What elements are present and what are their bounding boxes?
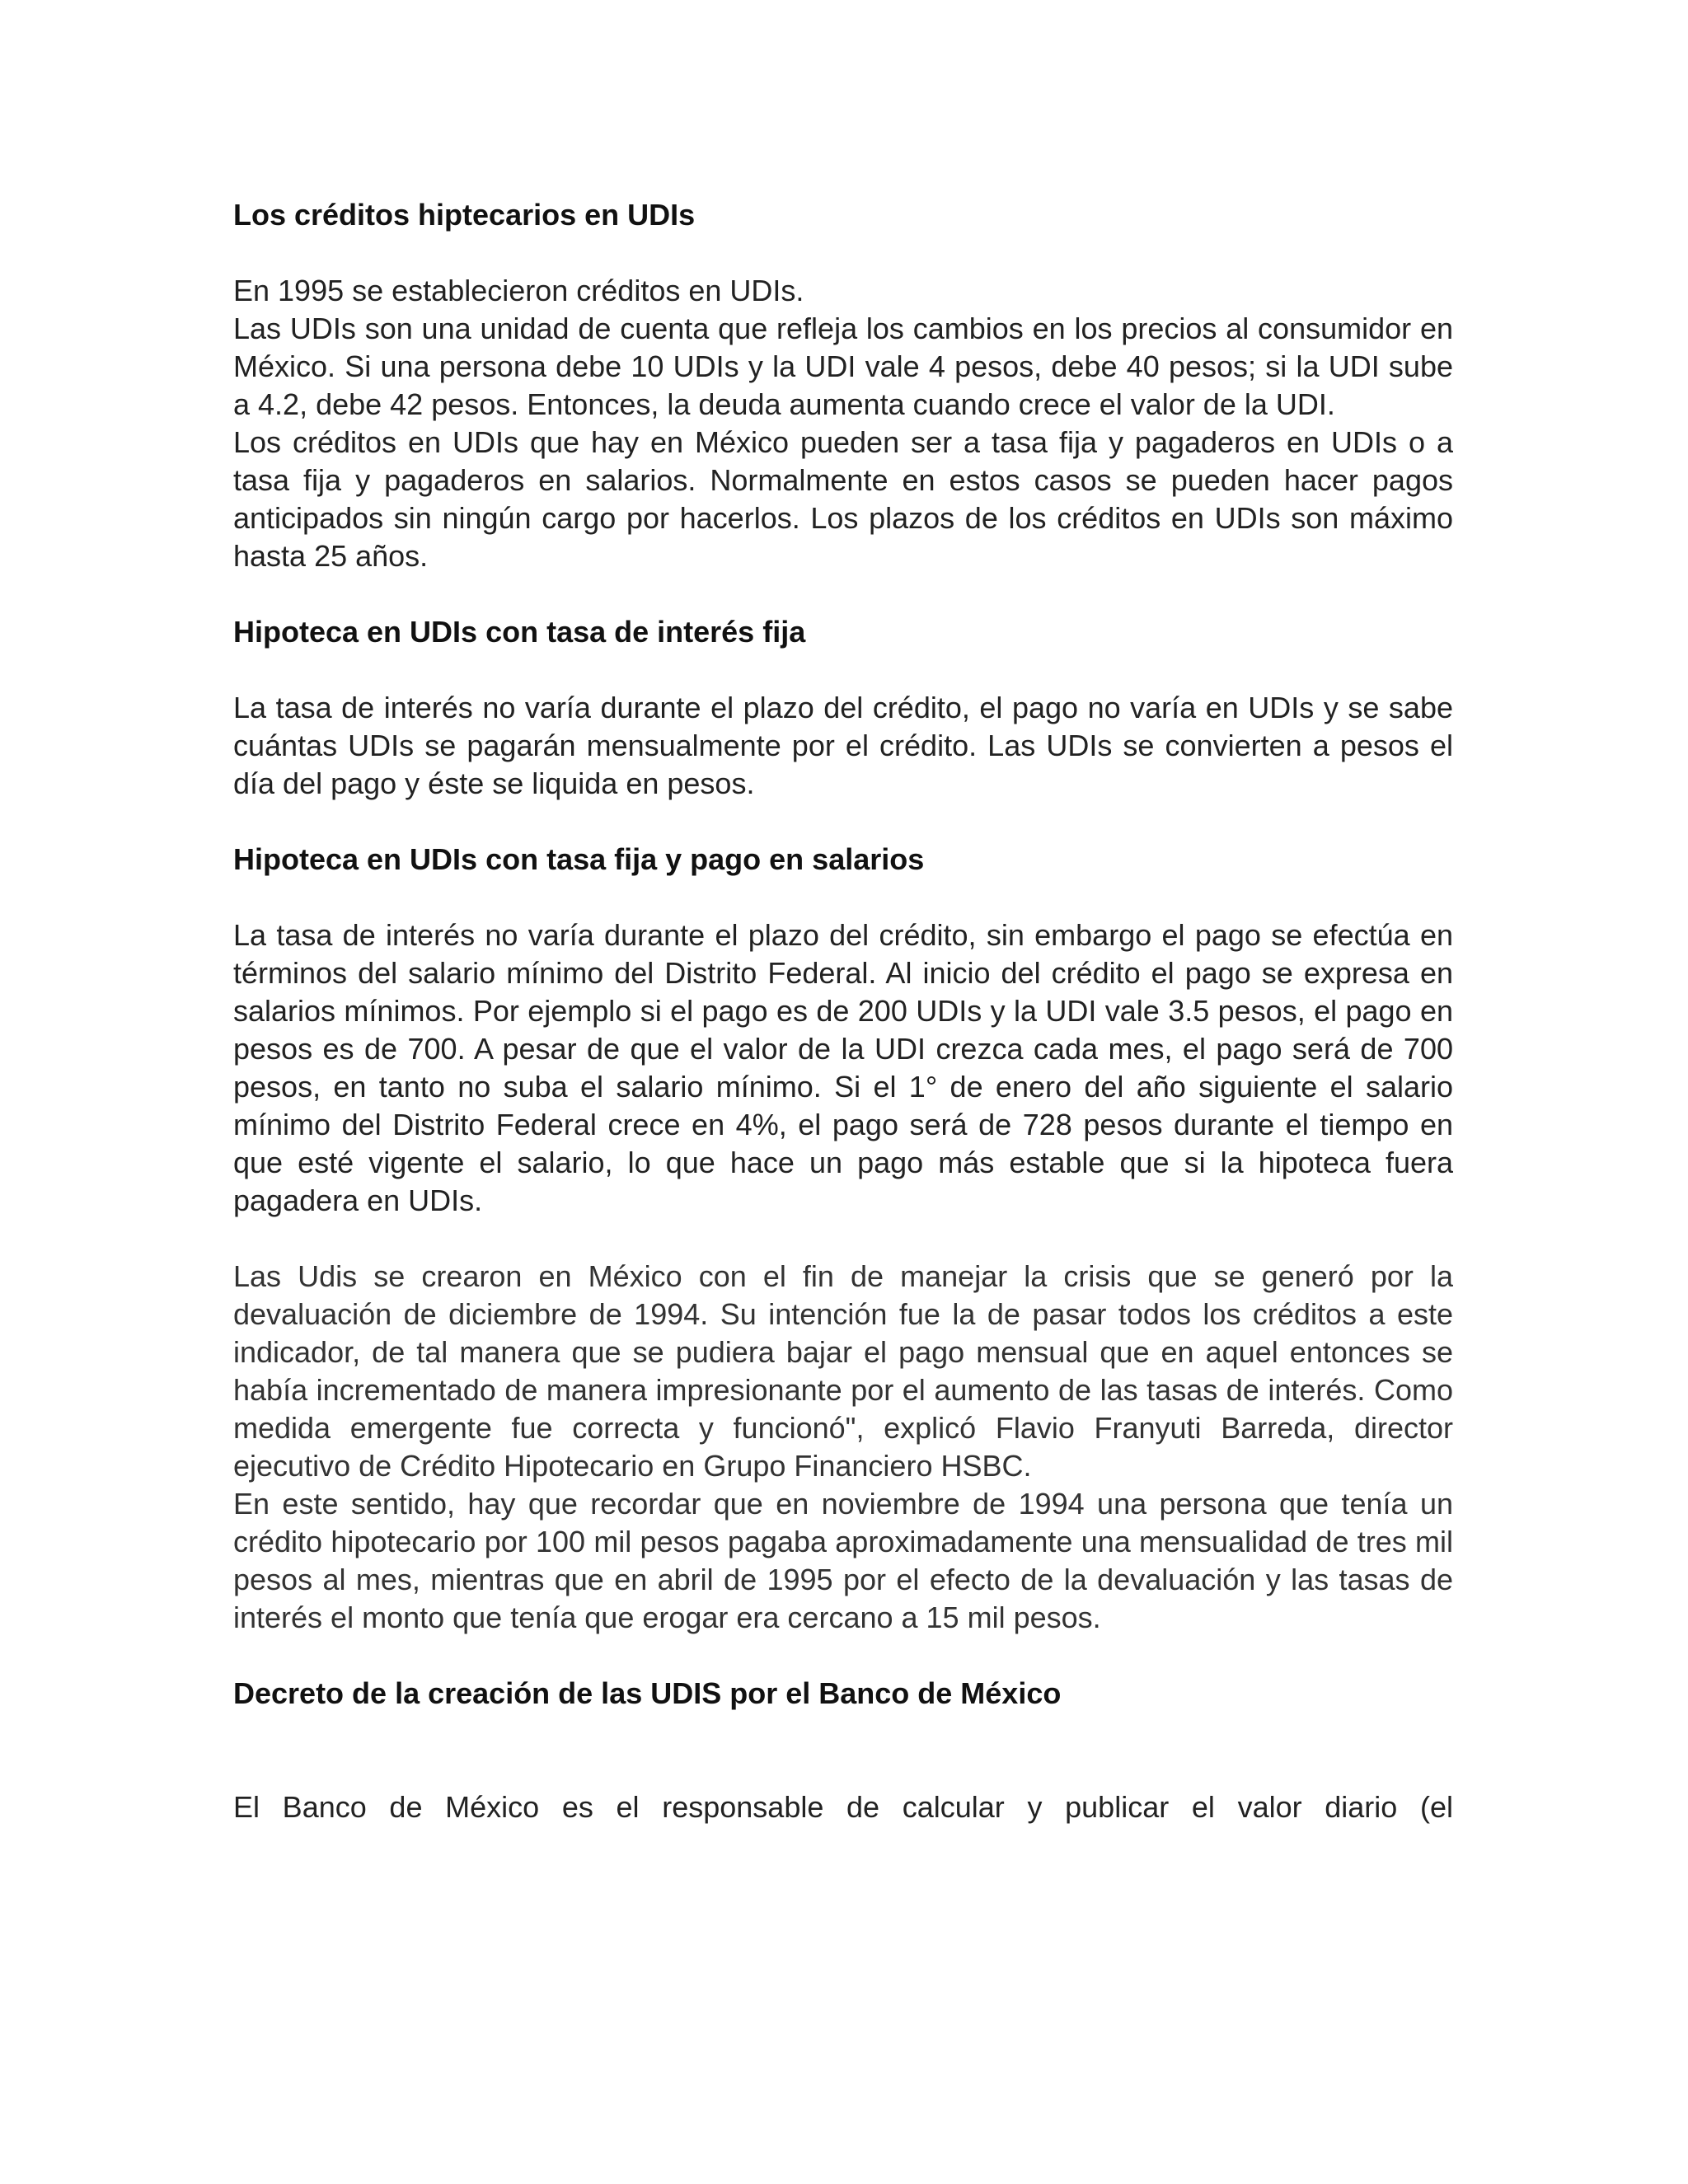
- paragraph-banco-mexico: El Banco de México es el responsable de calcular y publicar el valor diario (el: [233, 1790, 1453, 1824]
- paragraph-udis-credit-types: Los créditos en UDIs que hay en México pueden ser a tasa fija y pagaderos en UDIs o a tasa fija y pagaderos en salarios. Normalmente en estos casos se pueden hacer pagos anticipados sin ningún cargo por hacerlos. Los plazos de los créditos en UDIs son máximo hasta 25 años.: [233, 425, 1453, 573]
- section-heading-tasa-fija: Hipoteca en UDIs con tasa de interés fija: [233, 615, 806, 649]
- paragraph-pago-salarios: La tasa de interés no varía durante el plazo del crédito, sin embargo el pago se efectúa en términos del salario mínimo del Distrito Federal. Al inicio del crédito el pago se expresa en salarios mínimos. Por ejemplo si el pago es de 200 UDIs y la UDI vale 3.5 pesos, el pago en pesos es de 700. A pesar de que el valor de la UDI crezca cada mes, el pago será de 700 pesos, en tanto no suba el salario mínimo. Si el 1° de enero del año siguiente el salario mínimo del Distrito Federal crece en 4%, el pago será de 728 pesos durante el tiempo en que esté vigente el salario, lo que hace un pago más estable que si la hipoteca fuera pagadera en UDIs.: [233, 918, 1453, 1217]
- section-heading-decreto: Decreto de la creación de las UDIS por el Banco de México: [233, 1676, 1062, 1710]
- paragraph-crisis-1994: Las Udis se crearon en México con el fin de manejar la crisis que se generó por la devaluación de diciembre de 1994. Su intención fue la de pasar todos los créditos a este indicador, de tal manera que se pudiera bajar el pago mensual que en aquel entonces se había incrementado de manera impresionante por el aumento de las tasas de interés. Como medida emergente fue correcta y funcionó", explicó Flavio Franyuti Barreda, director ejecutivo de Crédito Hipotecario en Grupo Financiero HSBC.: [233, 1259, 1453, 1483]
- paragraph-noviembre-1994: En este sentido, hay que recordar que en noviembre de 1994 una persona que tenía un crédito hipotecario por 100 mil pesos pagaba aproximadamente una mensualidad de tres mil pesos al mes, mientras que en abril de 1995 por el efecto de la devaluación y las tasas de interés el monto que tenía que erogar era cercano a 15 mil pesos.: [233, 1487, 1453, 1634]
- section-heading-creditos-udis: Los créditos hiptecarios en UDIs: [233, 198, 696, 232]
- document-page: [233, 191, 1453, 1826]
- paragraph-udis-definition: Las UDIs son una unidad de cuenta que refleja los cambios en los precios al consumidor en México. Si una persona debe 10 UDIs y la UDI vale 4 pesos, debe 40 pesos; si la UDI sube a 4.2, debe 42 pesos. Entonces, la deuda aumenta cuando crece el valor de la UDI.: [233, 312, 1453, 421]
- paragraph-intro: En 1995 se establecieron créditos en UDIs.: [233, 274, 804, 307]
- section-heading-pago-salarios: Hipoteca en UDIs con tasa fija y pago en salarios: [233, 842, 925, 876]
- paragraph-tasa-fija: La tasa de interés no varía durante el plazo del crédito, el pago no varía en UDIs y se sabe cuántas UDIs se pagarán mensualmente por el crédito. Las UDIs se convierten a pesos el día del pago y éste se liquida en pesos.: [233, 691, 1453, 800]
